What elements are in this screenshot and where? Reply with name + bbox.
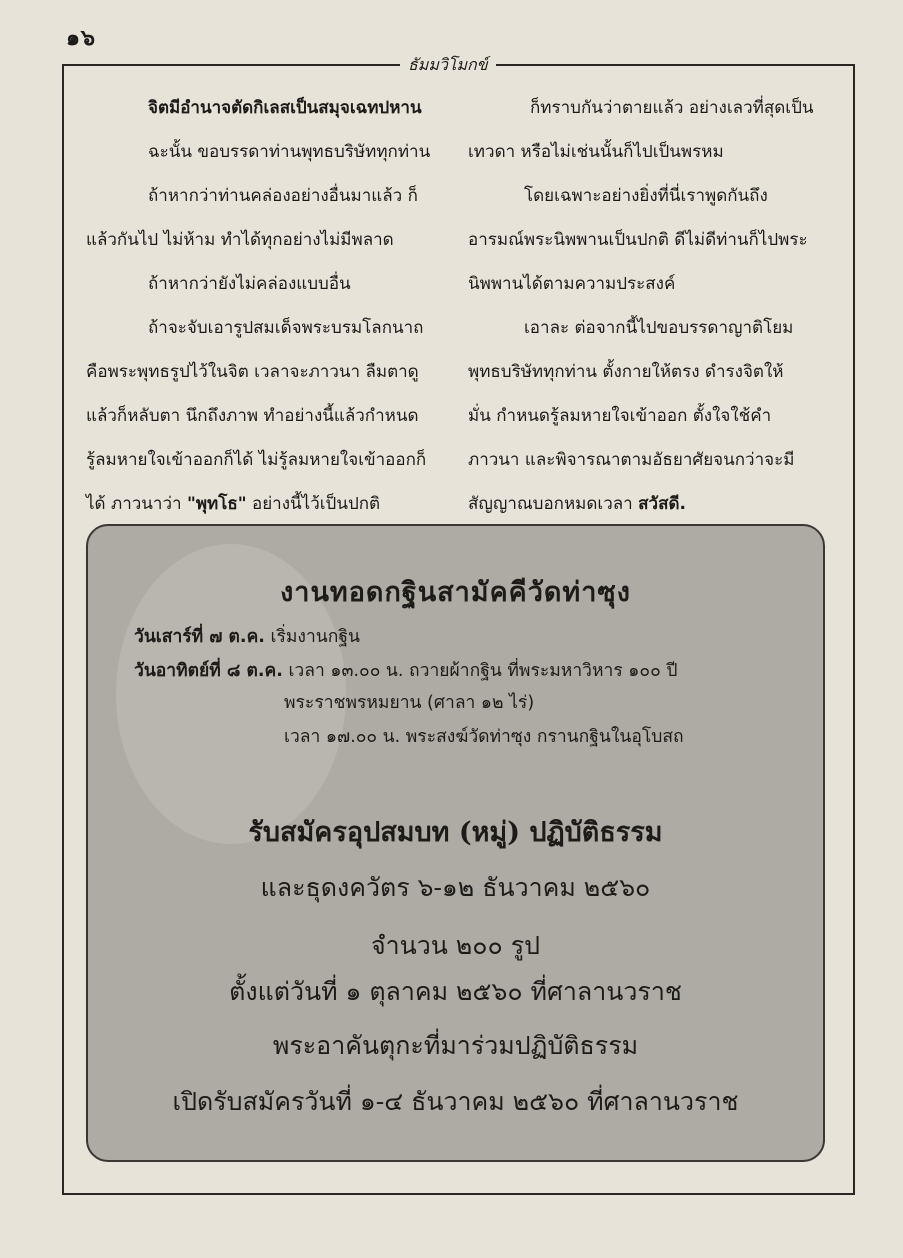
text-line: จิตมีอำนาจตัดกิเลสเป็นสมุจเฉทปหาน [148,98,422,118]
text-line: อารมณ์พระนิพพานเป็นปกติ ดีไม่ดีท่านก็ไปพระ [468,230,808,250]
text-line: ภาวนา และพิจารณาตามอัธยาศัยจนกว่าจะมี [468,450,795,470]
text-line: ถ้าจะจับเอารูปสมเด็จพระบรมโลกนาถ [148,318,424,338]
announcement-title: งานทอดกฐินสามัคคีวัดท่าซุง [280,577,631,608]
announcement-box [86,524,825,1162]
text-line-last [468,482,848,526]
page-number: ๑๖ [66,26,96,51]
text-line: เทวดา หรือไม่เช่นนั้นก็ไปเป็นพรหม [468,142,724,162]
bold-phrase: "พุทโธ" [186,494,247,514]
text-line: แล้วกันไป ไม่ห้าม ทำได้ทุกอย่างไม่มีพลาด [86,230,394,250]
text-line: ก็ทราบกันว่าตายแล้ว อย่างเลวที่สุดเป็น [530,98,814,118]
running-title: ธัมมวิโมกข์ [400,53,496,78]
event-day1-label: วันเสาร์ที่ ๗ ต.ค. [134,627,265,647]
text-line: แล้วก็หลับตา นึกถึงภาพ ทำอย่างนี้แล้วกำหนด [86,406,419,426]
text-line: นิพพานได้ตามความประสงค์ [468,274,676,294]
text-line: มั่น กำหนดรู้ลมหายใจเข้าออก ตั้งใจใช้คำ [468,406,772,426]
event-day1 [134,622,360,650]
ordination-line: จำนวน ๒๐๐ รูป [370,931,541,960]
right-text-column [468,86,848,526]
text-line: โดยเฉพาะอย่างยิ่งที่นี่เราพูดกันถึง [524,186,768,206]
text-run: ได้ ภาวนาว่า [86,494,187,514]
ordination-line: ตั้งแต่วันที่ ๑ ตุลาคม ๒๕๖๐ ที่ศาลานวราช [229,977,682,1006]
text-line: ถ้าหากว่าท่านคล่องอย่างอื่นมาแล้ว ก็ [148,186,418,206]
event-day1-text: เริ่มงานกฐิน [270,627,360,647]
text-line: คือพระพุทธรูปไว้ในจิต เวลาจะภาวนา ลืมตาดู [86,362,419,382]
bold-phrase: สวัสดี. [638,494,686,514]
event-day2-line2: พระราชพรหมยาน (ศาลา ๑๒ ไร่) [284,693,535,713]
event-day2-label: วันอาทิตย์ที่ ๘ ต.ค. [134,661,283,681]
ordination-title: รับสมัครอุปสมบท (หมู่) ปฏิบัติธรรม [248,817,663,848]
text-line: รู้ลมหายใจเข้าออกก็ได้ ไม่รู้ลมหายใจเข้าออกก็ [86,450,427,470]
text-line: พุทธบริษัททุกท่าน ตั้งกายให้ตรง ดำรงจิตให้ [468,362,784,382]
ordination-line: เปิดรับสมัครวันที่ ๑-๔ ธันวาคม ๒๕๖๐ ที่ศาลานวราช [172,1087,739,1116]
text-line: ฉะนั้น ขอบรรดาท่านพุทธบริษัททุกท่าน [148,142,431,162]
text-line: เอาละ ต่อจากนี้ไปขอบรรดาญาติโยม [524,318,794,338]
ordination-line: พระอาคันตุกะที่มาร่วมปฏิบัติธรรม [272,1031,639,1060]
event-day2-line3: เวลา ๑๗.๐๐ น. พระสงฆ์วัดท่าซุง กรานกฐินในอุโบสถ [284,727,684,747]
text-line: ถ้าหากว่ายังไม่คล่องแบบอื่น [148,274,351,294]
ordination-line: และธุดงควัตร ๖-๑๒ ธันวาคม ๒๕๖๐ [260,873,651,902]
text-run: อย่างนี้ไว้เป็นปกติ [246,494,381,514]
text-line-last [86,482,461,526]
left-text-column [86,86,461,526]
event-day2 [134,656,677,684]
event-day2-text: เวลา ๑๓.๐๐ น. ถวายผ้ากฐิน ที่พระมหาวิหาร ๑๐๐ ปี [288,661,678,681]
text-run: สัญญาณบอกหมดเวลา [468,494,639,514]
